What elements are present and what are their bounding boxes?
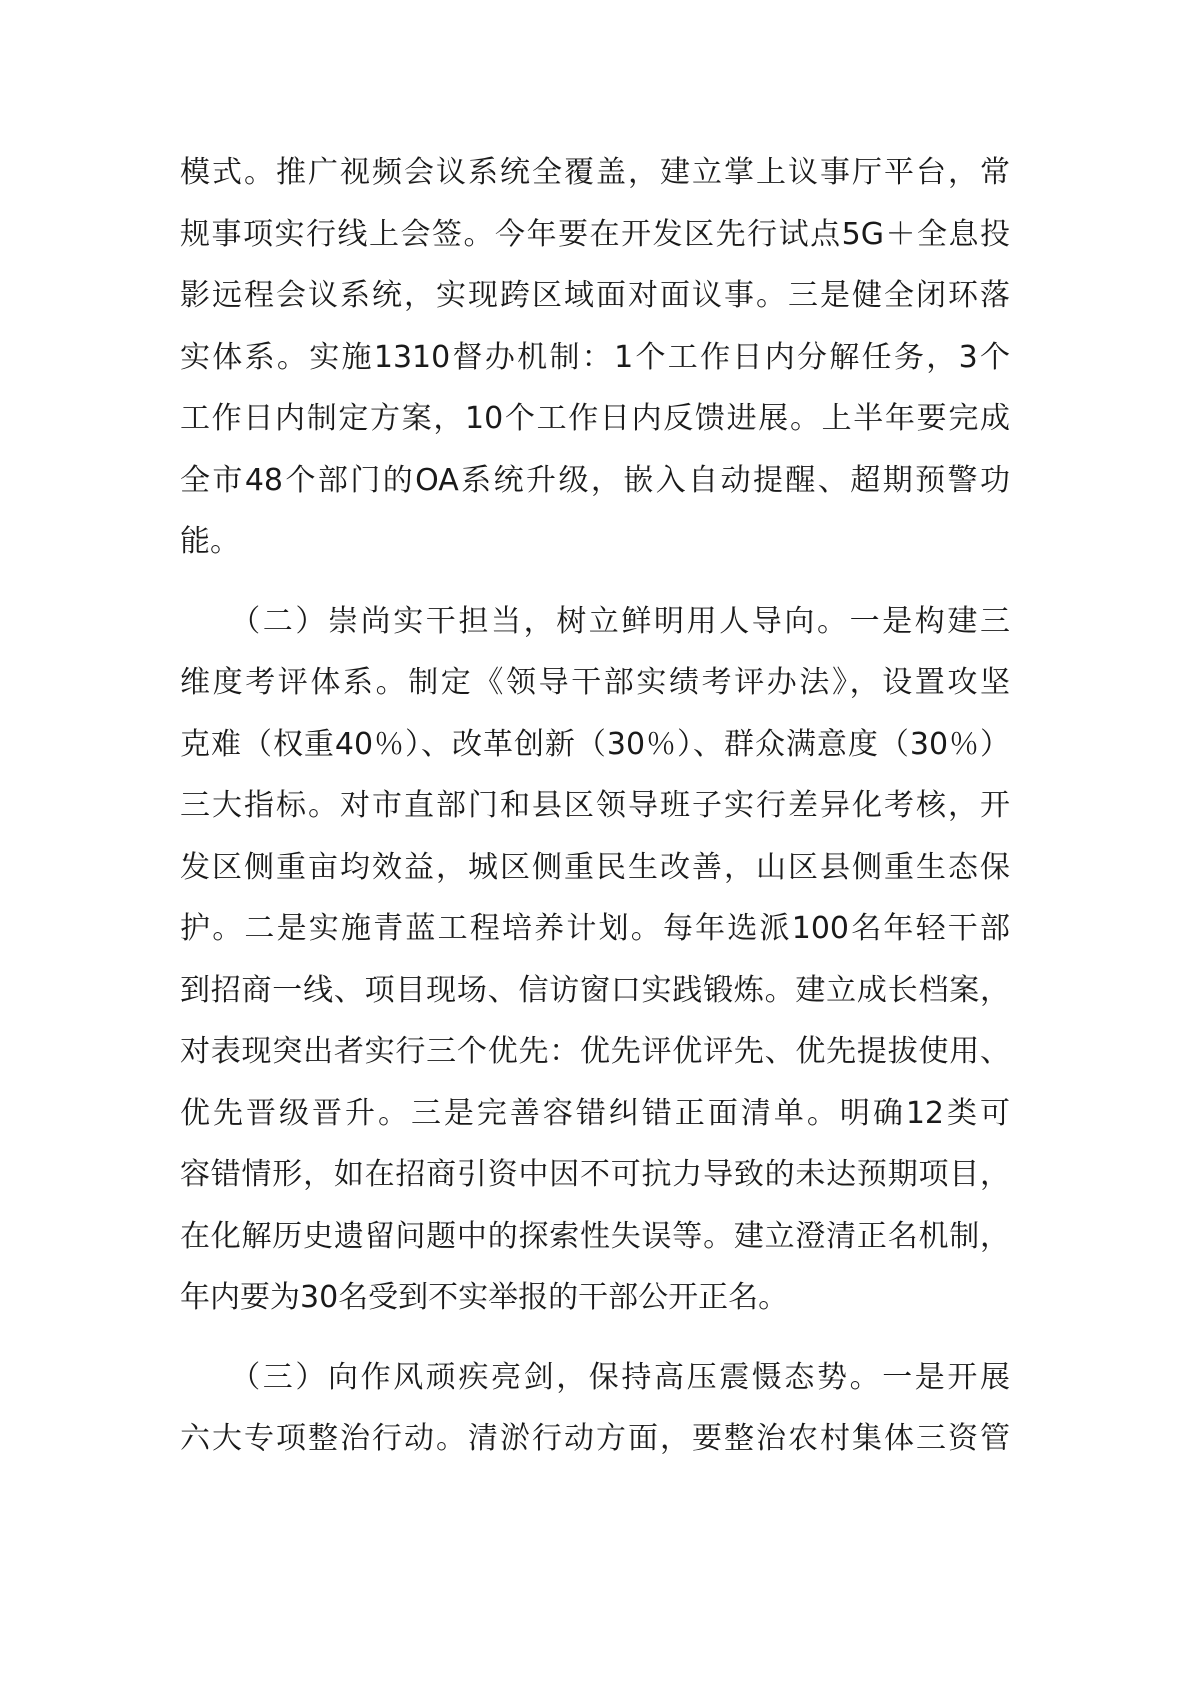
text-line: 到招商一线、项目现场、信访窗口实践锻炼。建立成长档案，: [180, 972, 1010, 1008]
text-line: 年内要为30名受到不实举报的干部公开正名。: [180, 1280, 789, 1315]
text-line: 三大指标。对市直部门和县区领导班子实行差异化考核，开: [180, 788, 1010, 823]
paragraph-1: [180, 142, 1010, 573]
text-line: 优先晋级晋升。三是完善容错纠错正面清单。明确12类可: [180, 1095, 1010, 1131]
paragraph-gap: [180, 1329, 1010, 1347]
text-line: 对表现突出者实行三个优先：优先评优评先、优先提拔使用、: [180, 1034, 1010, 1069]
text-line: 全市48个部门的OA系统升级，嵌入自动提醒、超期预警功: [180, 462, 1010, 498]
text-line: 克难（权重40％）、改革创新（30％）、群众满意度（30％）: [180, 726, 1010, 762]
text-line: 影远程会议系统，实现跨区域面对面议事。三是健全闭环落: [180, 278, 1010, 313]
text-line: 模式。推广视频会议系统全覆盖，建立掌上议事厅平台，常: [180, 155, 1010, 190]
text-line: （三）向作风顽疾亮剑，保持高压震慑态势。一是开展: [180, 1359, 1010, 1395]
document-body: [180, 142, 1010, 1470]
text-line: 能。: [180, 524, 240, 559]
text-line: 规事项实行线上会签。今年要在开发区先行试点5G＋全息投: [180, 216, 1010, 252]
text-line: 容错情形，如在招商引资中因不可抗力导致的未达预期项目，: [180, 1157, 1010, 1192]
text-line: 维度考评体系。制定《领导干部实绩考评办法》，设置攻坚: [180, 665, 1010, 700]
text-line: 发区侧重亩均效益，城区侧重民生改善，山区县侧重生态保: [180, 849, 1010, 885]
paragraph-3: [180, 1347, 1010, 1470]
text-line: 在化解历史遗留问题中的探索性失误等。建立澄清正名机制，: [180, 1218, 1010, 1254]
text-line: 六大专项整治行动。清淤行动方面，要整治农村集体三资管: [180, 1421, 1010, 1456]
text-line: 护。二是实施青蓝工程培养计划。每年选派100名年轻干部: [180, 911, 1010, 946]
text-line: （二）崇尚实干担当，树立鲜明用人导向。一是构建三: [180, 603, 1010, 639]
paragraph-gap: [180, 573, 1010, 591]
paragraph-2: [180, 591, 1010, 1329]
text-line: 工作日内制定方案，10个工作日内反馈进展。上半年要完成: [180, 401, 1010, 436]
text-line: 实体系。实施1310督办机制：1个工作日内分解任务，3个: [180, 339, 1010, 375]
